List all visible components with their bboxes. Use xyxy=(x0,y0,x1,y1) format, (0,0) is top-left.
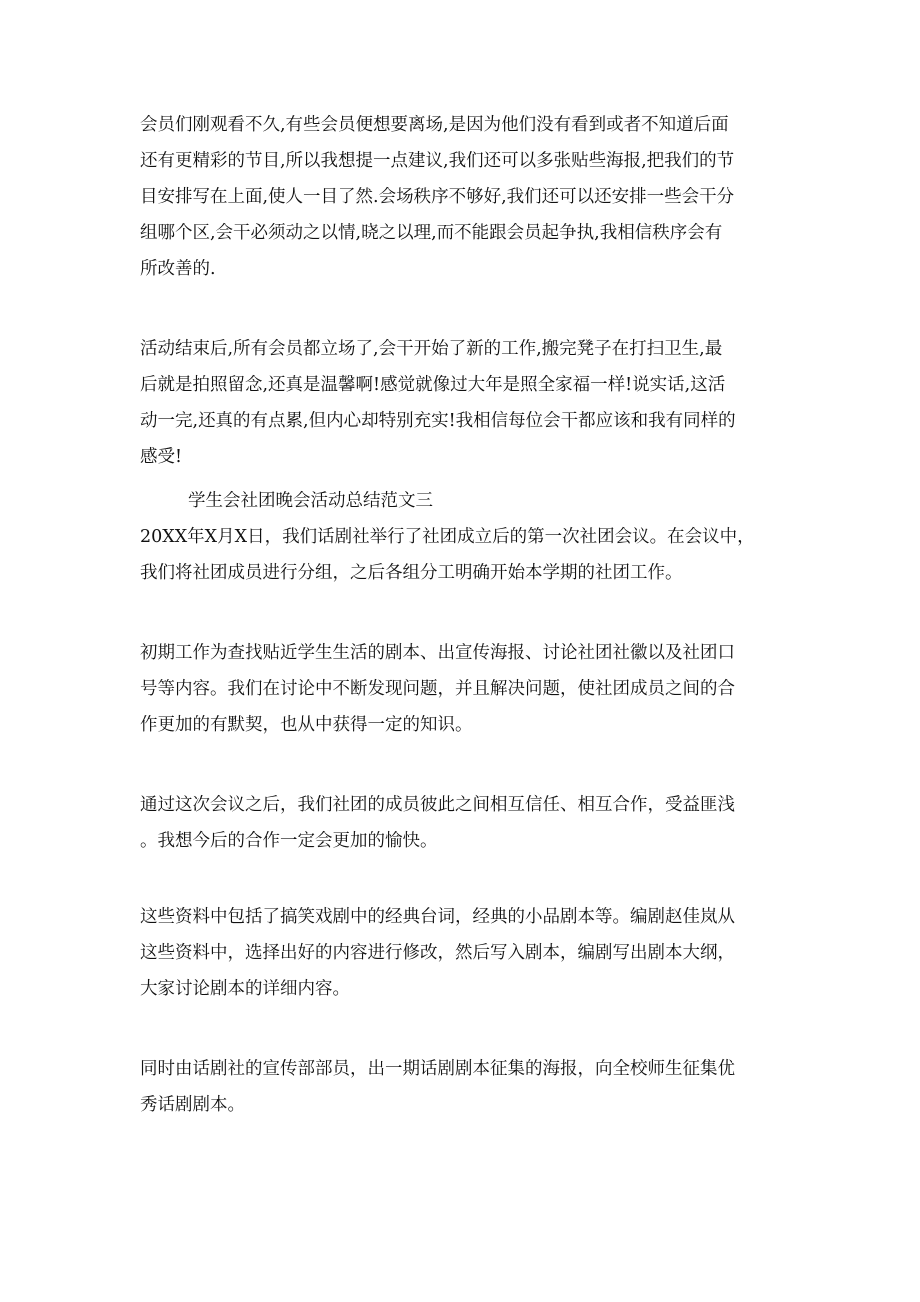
paragraph-1-line-4: 组哪个区,会干必须动之以情,晓之以理,而不能跟会员起争执,我相信秩序会有 xyxy=(140,223,723,243)
section-paragraph-3-line-2: 。我想今后的合作一定会更加的愉快。 xyxy=(140,831,438,851)
section-paragraph-5-line-1: 同时由话剧社的宣传部部员，出一期话剧剧本征集的海报，向全校师生征集优 xyxy=(140,1059,735,1079)
section-paragraph-4-line-1: 这些资料中包括了搞笑戏剧中的经典台词，经典的小品剧本等。编剧赵佳岚从 xyxy=(140,907,735,927)
paragraph-1-line-3: 目安排写在上面,使人一目了然.会场秩序不够好,我们还可以还安排一些会干分 xyxy=(140,187,735,207)
section-paragraph-1-line-1: 20XX年X月X日，我们话剧社举行了社团成立后的第一次社团会议。在会议中， xyxy=(140,527,755,547)
section-paragraph-4-line-3: 大家讨论剧本的详细内容。 xyxy=(140,979,350,999)
section-paragraph-2-line-3: 作更加的有默契，也从中获得一定的知识。 xyxy=(140,715,473,735)
section-title: 学生会社团晚会活动总结范文三 xyxy=(188,491,433,511)
section-paragraph-4-line-2: 这些资料中，选择出好的内容进行修改，然后写入剧本，编剧写出剧本大纲， xyxy=(140,943,735,963)
paragraph-2-line-4: 感受! xyxy=(140,447,183,467)
paragraph-1-line-2: 还有更精彩的节目,所以我想提一点建议,我们还可以多张贴些海报,把我们的节 xyxy=(140,151,735,171)
section-paragraph-2-line-2: 号等内容。我们在讨论中不断发现问题，并且解决问题，使社团成员之间的合 xyxy=(140,679,735,699)
paragraph-2-line-1: 活动结束后,所有会员都立场了,会干开始了新的工作,搬完凳子在打扫卫生,最 xyxy=(140,339,723,359)
paragraph-1-line-5: 所改善的. xyxy=(140,259,216,279)
section-paragraph-3-line-1: 通过这次会议之后，我们社团的成员彼此之间相互信任、相互合作，受益匪浅 xyxy=(140,795,735,815)
section-paragraph-1-line-2: 我们将社团成员进行分组，之后各组分工明确开始本学期的社团工作。 xyxy=(140,563,683,583)
paragraph-2-line-2: 后就是拍照留念,还真是温馨啊!感觉就像过大年是照全家福一样!说实话,这活 xyxy=(140,375,726,395)
paragraph-2-line-3: 动一完,还真的有点累,但内心却特别充实!我相信每位会干都应该和我有同样的 xyxy=(140,411,736,431)
paragraph-1-line-1: 会员们刚观看不久,有些会员便想要离场,是因为他们没有看到或者不知道后面 xyxy=(140,115,729,135)
section-paragraph-2-line-1: 初期工作为查找贴近学生生活的剧本、出宣传海报、讨论社团社徽以及社团口 xyxy=(140,643,735,663)
section-paragraph-5-line-2: 秀话剧剧本。 xyxy=(140,1095,245,1115)
